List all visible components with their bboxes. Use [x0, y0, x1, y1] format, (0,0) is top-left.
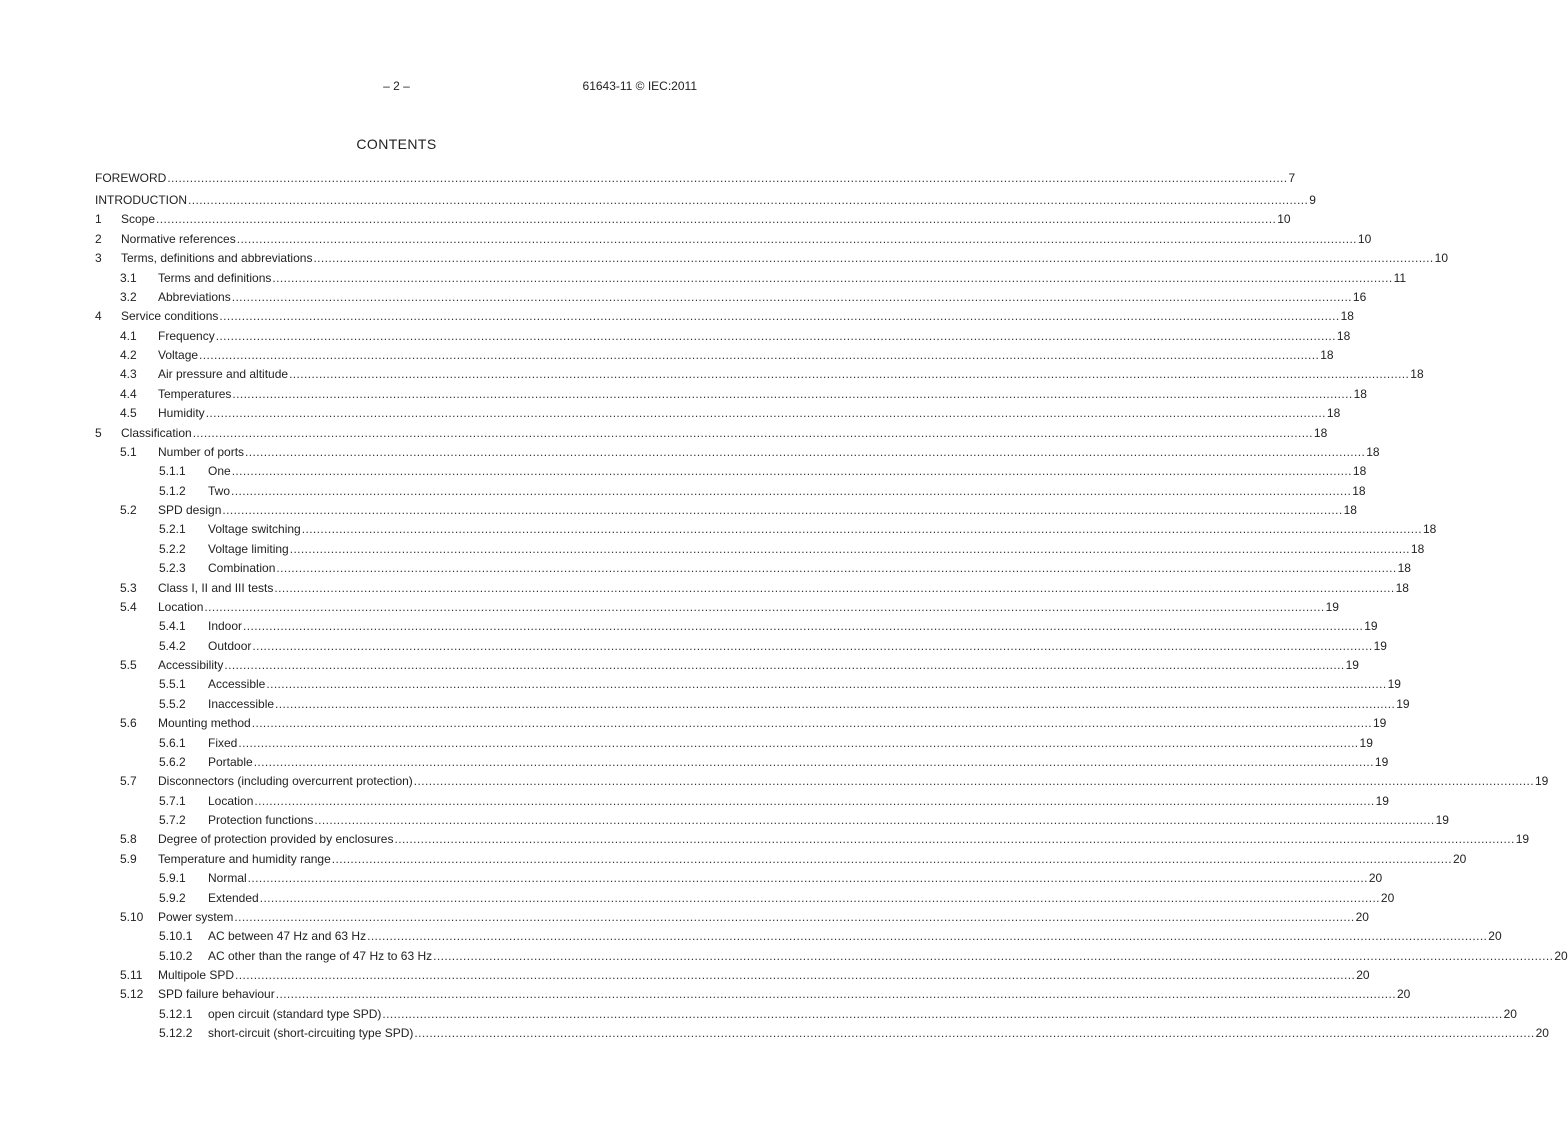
dot-leader: ............................................................................................................................................................................................................................................................................................................	[188, 193, 1309, 207]
toc-entry[interactable]	[95, 770, 1549, 789]
toc-entry-number: 5.1	[120, 444, 137, 459]
dot-leader: ............................................................................................................................................................................................................................................................................................................	[274, 580, 1395, 595]
toc-entry-number: 5.6.2	[159, 754, 186, 769]
dot-leader: ............................................................................................................................................................................................................................................................................................................	[252, 638, 1373, 653]
toc-entry-title: AC other than the range of 47 Hz to 63 Hz	[208, 948, 433, 963]
toc-entry-page: 18	[1352, 483, 1366, 498]
toc-entry-page: 18	[1410, 541, 1425, 556]
toc-entry[interactable]	[95, 499, 1357, 518]
toc-entry-number: 5.2.3	[159, 561, 186, 576]
toc-entry-title: Voltage switching	[208, 522, 301, 537]
toc-entry[interactable]	[95, 867, 1383, 886]
toc-entry-number: 5.8	[120, 832, 137, 847]
toc-entry-number: 5.6	[120, 716, 137, 731]
toc-entry-title: Frequency	[158, 328, 215, 343]
toc-entry-number: 5.4.2	[159, 638, 186, 653]
toc-entry-title: Terms, definitions and abbreviations	[121, 251, 313, 266]
toc-entry-number: 5.1.1	[159, 464, 186, 479]
toc-entry-page: 19	[1375, 793, 1389, 808]
toc-entry[interactable]	[95, 615, 1378, 634]
toc-entry-number: 4.5	[120, 406, 137, 421]
toc-entry-title: Class I, II and III tests	[158, 580, 274, 595]
toc-entry-title: Outdoor	[208, 638, 252, 653]
toc-entry-title: Normal	[208, 871, 247, 886]
toc-entry-page: 11	[1393, 270, 1407, 285]
dot-leader: ............................................................................................................................................................................................................................................................................................................	[276, 561, 1397, 576]
dot-leader: ............................................................................................................................................................................................................................................................................................................	[251, 716, 1372, 731]
page-number: – 2 –	[383, 79, 410, 93]
toc-entry-page: 19	[1535, 774, 1549, 789]
toc-entry-number: 5.12.1	[159, 1006, 193, 1021]
toc-entry-title: Normative references	[121, 231, 236, 246]
toc-entry-title: Temperatures	[158, 386, 232, 401]
toc-entry-page: 19	[1359, 735, 1373, 750]
toc-entry-number: 5.10.2	[159, 948, 193, 963]
toc-entry-number: 5.7.2	[159, 813, 186, 827]
toc-entry-number: 5.5.2	[159, 696, 186, 711]
toc-entry-number: 5.7	[120, 774, 137, 789]
toc-entry-title: Extended	[208, 890, 259, 905]
toc-entry[interactable]	[95, 944, 1568, 963]
toc-entry-title: Accessibility	[158, 658, 224, 672]
toc-entry-page: 19	[1364, 619, 1378, 634]
dot-leader: ............................................................................................................................................................................................................................................................................................................	[234, 909, 1355, 924]
dot-leader: ............................................................................................................................................................................................................................................................................................................	[301, 522, 1422, 537]
toc-entry[interactable]	[95, 983, 1411, 1002]
toc-entry-page: 19	[1515, 832, 1530, 847]
toc-entry-number: 5.4.1	[159, 619, 186, 634]
toc-entry[interactable]	[95, 402, 1341, 421]
toc-entry-page: 16	[1352, 289, 1367, 304]
dot-leader: ............................................................................................................................................................................................................................................................................................................	[245, 444, 1366, 459]
dot-leader: ............................................................................................................................................................................................................................................................................................................	[235, 968, 1356, 982]
toc-entry[interactable]	[95, 186, 1316, 208]
dot-leader: ............................................................................................................................................................................................................................................................................................................	[204, 599, 1325, 614]
toc-entry[interactable]	[95, 324, 1351, 343]
toc-entry-page: 18	[1340, 309, 1354, 324]
toc-entry[interactable]	[95, 712, 1387, 731]
dot-leader: ............................................................................................................................................................................................................................................................................................................	[236, 231, 1357, 246]
toc-entry[interactable]	[95, 266, 1407, 285]
toc-entry[interactable]	[95, 1022, 1549, 1041]
toc-entry[interactable]	[95, 518, 1437, 537]
dot-leader: ............................................................................................................................................................................................................................................................................................................	[413, 774, 1534, 789]
toc-entry-page: 19	[1372, 716, 1387, 731]
dot-leader: ............................................................................................................................................................................................................................................................................................................	[289, 367, 1410, 382]
toc-entry[interactable]	[95, 382, 1367, 401]
toc-entry-page: 18	[1353, 386, 1367, 401]
toc-entry-number: 4	[95, 309, 102, 324]
toc-entry-title: FOREWORD	[95, 171, 167, 185]
toc-entry-page: 18	[1422, 522, 1437, 537]
toc-entry-page: 19	[1325, 599, 1339, 614]
dot-leader: ............................................................................................................................................................................................................................................................................................................	[253, 754, 1374, 769]
toc-entry-title: One	[208, 464, 231, 479]
dot-leader: ............................................................................................................................................................................................................................................................................................................	[167, 171, 1288, 185]
toc-entry[interactable]	[95, 964, 1370, 983]
dot-leader: ............................................................................................................................................................................................................................................................................................................	[331, 851, 1452, 866]
toc-entry-page: 19	[1435, 813, 1449, 827]
toc-entry[interactable]	[95, 886, 1395, 905]
toc-entry-page: 18	[1397, 561, 1411, 576]
toc-entry-number: 4.2	[120, 348, 137, 362]
toc-entry-page: 18	[1313, 425, 1328, 440]
dot-leader: ............................................................................................................................................................................................................................................................................................................	[254, 793, 1375, 808]
toc-entry-page: 20	[1488, 929, 1502, 944]
dot-leader: ............................................................................................................................................................................................................................................................................................................	[205, 406, 1326, 421]
toc-entry-page: 18	[1366, 444, 1380, 459]
toc-entry-number: 3.2	[120, 289, 137, 304]
toc-entry-page: 20	[1396, 987, 1411, 1002]
toc-entry-number: 4.4	[120, 386, 137, 401]
toc-entry[interactable]	[95, 247, 1448, 266]
toc-entry-page: 20	[1368, 871, 1383, 886]
toc-entry-page: 20	[1380, 890, 1395, 905]
toc-entry[interactable]	[95, 208, 1291, 227]
toc-entry-number: 5.7.1	[159, 793, 186, 808]
toc-entry-page: 18	[1410, 367, 1424, 382]
toc-entry[interactable]	[95, 164, 1296, 186]
toc-entry[interactable]	[95, 751, 1389, 770]
toc-entry-title: Fixed	[208, 735, 238, 750]
toc-entry-page: 20	[1356, 968, 1370, 982]
toc-entry-page: 18	[1336, 328, 1351, 343]
toc-entry[interactable]	[95, 344, 1334, 363]
dot-leader: ............................................................................................................................................................................................................................................................................................................	[232, 386, 1353, 401]
toc-entry-number: 4.3	[120, 367, 137, 382]
toc-entry-title: Inaccessible	[208, 696, 275, 711]
toc-entry-number: 5.6.1	[159, 735, 186, 750]
toc-entry[interactable]	[95, 479, 1366, 498]
dot-leader: ............................................................................................................................................................................................................................................................................................................	[414, 1026, 1535, 1041]
toc-entry[interactable]	[95, 654, 1359, 673]
toc-entry-page: 18	[1326, 406, 1341, 421]
toc-entry-page: 19	[1373, 638, 1387, 653]
toc-entry-page: 10	[1357, 231, 1372, 246]
toc-entry-number: 5.3	[120, 580, 137, 595]
toc-entry-title: Voltage	[158, 348, 199, 362]
toc-entry-title: Abbreviations	[158, 289, 231, 304]
toc-entry-title: Power system	[158, 909, 234, 924]
toc-entry[interactable]	[95, 828, 1530, 847]
toc-entry-number: 5.5	[120, 658, 137, 672]
toc-entry-page: 18	[1352, 464, 1367, 479]
dot-leader: ............................................................................................................................................................................................................................................................................................................	[272, 270, 1393, 285]
dot-leader: ............................................................................................................................................................................................................................................................................................................	[224, 658, 1345, 672]
toc-entry-number: 5.5.1	[159, 677, 186, 692]
toc-entry-page: 9	[1309, 193, 1316, 207]
document-reference: 61643-11 © IEC:2011	[582, 79, 697, 93]
toc-entry-number: 4.1	[120, 328, 137, 343]
toc-entry-page: 20	[1554, 948, 1568, 963]
toc-entry-title: short-circuit (short-circuiting type SPD)	[208, 1026, 414, 1041]
toc-entry-page: 18	[1320, 348, 1334, 362]
toc-entry[interactable]	[95, 789, 1389, 808]
toc-entry-page: 20	[1355, 909, 1369, 924]
toc-entry-number: 5.1.2	[159, 483, 186, 498]
dot-leader: ............................................................................................................................................................................................................................................................................................................	[156, 212, 1277, 227]
dot-leader: ............................................................................................................................................................................................................................................................................................................	[367, 929, 1488, 944]
toc-entry-number: 5.2	[120, 503, 137, 517]
toc-entry-title: Humidity	[158, 406, 205, 421]
dot-leader: ............................................................................................................................................................................................................................................................................................................	[192, 425, 1313, 440]
toc-entry-title: SPD design	[158, 503, 222, 517]
toc-entry-title: Service conditions	[121, 309, 219, 324]
toc-entry-number: 5.12	[120, 987, 144, 1002]
toc-entry-page: 10	[1277, 212, 1291, 227]
toc-entry-page: 7	[1288, 171, 1296, 185]
toc-entry[interactable]	[95, 1002, 1517, 1021]
toc-entry[interactable]	[95, 925, 1502, 944]
toc-entry-number: 5.9.2	[159, 890, 186, 905]
dot-leader: ............................................................................................................................................................................................................................................................................................................	[382, 1006, 1503, 1021]
dot-leader: ............................................................................................................................................................................................................................................................................................................	[231, 289, 1352, 304]
toc-entry[interactable]	[95, 576, 1409, 595]
toc-entry[interactable]	[95, 537, 1425, 556]
dot-leader: ............................................................................................................................................................................................................................................................................................................	[275, 696, 1396, 711]
dot-leader: ............................................................................................................................................................................................................................................................................................................	[247, 871, 1368, 886]
toc-entry-title: Scope	[121, 212, 156, 227]
toc-entry[interactable]	[95, 634, 1387, 653]
toc-entry-number: 5.10.1	[159, 929, 193, 944]
toc-entry[interactable]	[95, 731, 1373, 750]
toc-entry-number: 2	[95, 231, 102, 246]
dot-leader: ............................................................................................................................................................................................................................................................................................................	[199, 348, 1320, 362]
toc-entry[interactable]	[95, 692, 1410, 711]
dot-leader: ............................................................................................................................................................................................................................................................................................................	[259, 890, 1380, 905]
contents-title: CONTENTS	[356, 136, 437, 152]
toc-entry-title: Voltage limiting	[208, 541, 289, 556]
toc-entry-title: Portable	[208, 754, 253, 769]
toc-entry-title: Combination	[208, 561, 276, 576]
page-header	[0, 78, 793, 94]
toc-entry-title: AC between 47 Hz and 63 Hz	[208, 929, 367, 944]
toc-entry-number: 3.1	[120, 270, 137, 285]
toc-entry-title: Disconnectors (including overcurrent protection)	[158, 774, 413, 789]
toc-entry[interactable]	[95, 286, 1367, 305]
toc-entry-title: SPD failure behaviour	[158, 987, 275, 1002]
toc-entry[interactable]	[95, 847, 1467, 866]
toc-entry-title: Indoor	[208, 619, 243, 634]
toc-entry-page: 19	[1387, 677, 1401, 692]
toc-entry-title: Multipole SPD	[158, 968, 235, 982]
toc-entry-title: Degree of protection provided by enclosures	[158, 832, 394, 847]
dot-leader: ............................................................................................................................................................................................................................................................................................................	[238, 735, 1359, 750]
toc-entry[interactable]	[95, 673, 1401, 692]
dot-leader: ............................................................................................................................................................................................................................................................................................................	[394, 832, 1515, 847]
toc-entry-title: Accessible	[208, 677, 266, 692]
toc-entry-page: 19	[1374, 754, 1389, 769]
toc-entry-page: 19	[1345, 658, 1359, 672]
toc-entry-page: 18	[1343, 503, 1357, 517]
toc-entry[interactable]	[95, 305, 1354, 324]
toc-entry-page: 20	[1535, 1026, 1549, 1041]
toc-entry[interactable]	[95, 441, 1380, 460]
toc-entry-title: Mounting method	[158, 716, 251, 731]
toc-entry-number: 3	[95, 251, 102, 266]
dot-leader: ............................................................................................................................................................................................................................................................................................................	[231, 483, 1352, 498]
toc-entry-title: Terms and definitions	[158, 270, 272, 285]
toc-entry[interactable]	[95, 906, 1369, 925]
toc-entry-page: 19	[1396, 696, 1410, 711]
toc-entry-page: 18	[1395, 580, 1409, 595]
toc-entry-title: Classification	[121, 425, 192, 440]
toc-entry[interactable]	[95, 363, 1424, 382]
toc-entry-title: open circuit (standard type SPD)	[208, 1006, 382, 1021]
dot-leader: ............................................................................................................................................................................................................................................................................................................	[433, 948, 1554, 963]
toc-entry-number: 5.11	[120, 968, 143, 982]
toc-entry-page: 10	[1434, 251, 1448, 266]
toc-entry-title: Two	[208, 483, 231, 498]
toc-entry-page: 20	[1452, 851, 1467, 866]
toc-entry-number: 5.9	[120, 851, 137, 866]
dot-leader: ............................................................................................................................................................................................................................................................................................................	[289, 541, 1410, 556]
toc-entry-title: Location	[158, 599, 204, 614]
toc-entry-number: 5.2.2	[159, 541, 186, 556]
dot-leader: ............................................................................................................................................................................................................................................................................................................	[215, 328, 1336, 343]
toc-entry-title: INTRODUCTION	[95, 193, 187, 207]
dot-leader: ............................................................................................................................................................................................................................................................................................................	[243, 619, 1364, 634]
toc-entry-title: Temperature and humidity range	[158, 851, 331, 866]
toc-entry-title: Location	[208, 793, 254, 808]
dot-leader: ............................................................................................................................................................................................................................................................................................................	[219, 309, 1340, 324]
dot-leader: ............................................................................................................................................................................................................................................................................................................	[222, 503, 1343, 517]
toc-entry[interactable]	[95, 227, 1372, 246]
dot-leader: ............................................................................................................................................................................................................................................................................................................	[275, 987, 1396, 1002]
toc-entry-number: 5.10	[120, 909, 144, 924]
toc-entry[interactable]	[95, 809, 1449, 828]
toc-entry[interactable]	[95, 557, 1411, 576]
toc-entry-title: Number of ports	[158, 444, 245, 459]
dot-leader: ............................................................................................................................................................................................................................................................................................................	[314, 813, 1435, 827]
toc-entry-title: Protection functions	[208, 813, 314, 827]
toc-entry-number: 5.9.1	[159, 871, 186, 886]
toc-entry[interactable]	[95, 460, 1367, 479]
toc-entry-page: 20	[1503, 1006, 1517, 1021]
toc-entry[interactable]	[95, 421, 1328, 440]
table-of-contents	[95, 164, 1568, 1041]
toc-entry-number: 1	[95, 212, 102, 227]
dot-leader: ............................................................................................................................................................................................................................................................................................................	[313, 251, 1434, 266]
toc-entry-number: 5	[95, 425, 102, 440]
toc-entry-number: 5.4	[120, 599, 137, 614]
toc-entry-title: Air pressure and altitude	[158, 367, 289, 382]
toc-entry-number: 5.12.2	[159, 1026, 193, 1041]
toc-entry[interactable]	[95, 596, 1339, 615]
toc-entry-number: 5.2.1	[159, 522, 186, 537]
dot-leader: ............................................................................................................................................................................................................................................................................................................	[266, 677, 1387, 692]
dot-leader: ............................................................................................................................................................................................................................................................................................................	[231, 464, 1352, 479]
